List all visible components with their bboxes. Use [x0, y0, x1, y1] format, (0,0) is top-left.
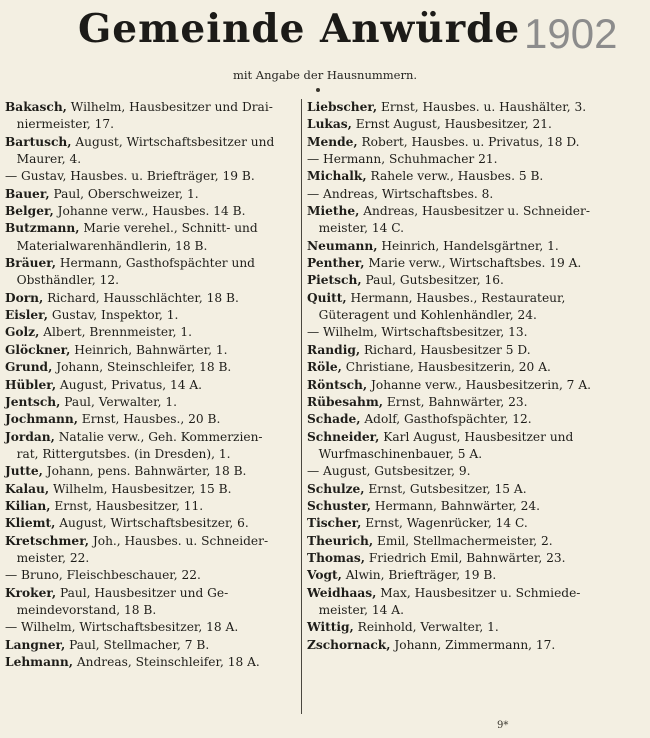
directory-entry	[5, 134, 297, 151]
resident-surname: Schneider,	[307, 429, 380, 444]
directory-entry	[5, 394, 297, 411]
resident-details: Ernst, Gutsbesitzer, 15 A.	[364, 481, 527, 496]
resident-details: Maurer, 4.	[5, 152, 82, 167]
resident-details: Wurfmaschinenbauer, 5 A.	[307, 446, 483, 461]
directory-entry	[307, 272, 607, 289]
resident-details: Max, Hausbesitzer u. Schmiede-	[376, 585, 581, 600]
directory-entry	[5, 481, 297, 498]
resident-surname: Dorn,	[5, 290, 44, 305]
resident-details: Alwin, Briefträger, 19 B.	[341, 568, 497, 583]
resident-details: Christiane, Hausbesitzerin, 20 A.	[341, 360, 551, 375]
resident-surname: Bauer,	[5, 186, 50, 201]
resident-details: meister, 14 C.	[307, 221, 405, 236]
resident-details: Marie verehel., Schnitt- und	[79, 221, 258, 236]
resident-surname: Kliemt,	[5, 516, 56, 531]
directory-entry	[5, 342, 297, 359]
resident-details: Johann, Steinschleifer, 18 B.	[52, 360, 232, 375]
directory-entry	[5, 324, 297, 341]
resident-surname: Vogt,	[307, 568, 342, 583]
resident-surname: Kilian,	[5, 498, 51, 513]
resident-details: Heinrich, Handelsgärtner, 1.	[377, 238, 559, 253]
directory-entry	[5, 637, 297, 654]
resident-details: Gustav, Inspektor, 1.	[47, 308, 179, 323]
directory-entry	[5, 446, 297, 463]
directory-entry	[307, 151, 607, 168]
directory-entry	[307, 134, 607, 151]
resident-details: August, Privatus, 14 A.	[56, 377, 203, 392]
resident-details: Johann, pens. Bahnwärter, 18 B.	[42, 464, 247, 479]
left-column	[5, 99, 297, 671]
resident-details: meindevorstand, 18 B.	[5, 602, 157, 617]
resident-surname: Butzmann,	[5, 221, 80, 236]
directory-entry	[307, 637, 607, 654]
directory-entry	[307, 481, 607, 498]
resident-details: Heinrich, Bahnwärter, 1.	[70, 342, 228, 357]
resident-details: Paul, Gutsbesitzer, 16.	[361, 273, 504, 288]
resident-details: Reinhold, Verwalter, 1.	[353, 620, 499, 635]
resident-surname: Weidhaas,	[307, 585, 377, 600]
resident-details: Ernst, Wagenrücker, 14 C.	[361, 516, 528, 531]
resident-surname: Bräuer,	[5, 256, 57, 271]
resident-surname: Bartusch,	[5, 134, 72, 149]
directory-entry	[5, 498, 297, 515]
directory-entry	[307, 585, 607, 602]
directory-entry	[307, 515, 607, 532]
directory-entry	[307, 220, 607, 237]
directory-entry	[5, 290, 297, 307]
resident-details: Joh., Hausbes. u. Schneider-	[88, 533, 269, 548]
directory-entry	[5, 307, 297, 324]
directory-entry	[307, 602, 607, 619]
directory-entry	[5, 411, 297, 428]
resident-surname: Quitt,	[307, 290, 347, 305]
directory-entry	[307, 290, 607, 307]
directory-entry	[307, 342, 607, 359]
resident-details: meister, 22.	[5, 550, 90, 565]
resident-details: Paul, Oberschweizer, 1.	[49, 186, 199, 201]
resident-details: — August, Gutsbesitzer, 9.	[307, 464, 471, 479]
resident-surname: Hübler,	[5, 377, 57, 392]
directory-entry	[5, 654, 297, 671]
resident-surname: Kroker,	[5, 585, 57, 600]
resident-details: meister, 14 A.	[307, 602, 404, 617]
resident-surname: Röntsch,	[307, 377, 368, 392]
directory-entry	[307, 307, 607, 324]
directory-entry	[307, 498, 607, 515]
resident-surname: Randig,	[307, 342, 361, 357]
resident-surname: Neumann,	[307, 238, 378, 253]
directory-entry	[5, 168, 297, 185]
directory-entry	[307, 168, 607, 185]
directory-entry	[5, 515, 297, 532]
resident-surname: Glöckner,	[5, 342, 71, 357]
resident-surname: Jutte,	[5, 464, 43, 479]
right-column	[307, 99, 607, 654]
resident-details: Johanne verw., Hausbesitzerin, 7 A.	[367, 377, 591, 392]
resident-surname: Kretschmer,	[5, 533, 89, 548]
resident-surname: Lukas,	[307, 117, 352, 132]
directory-entry	[5, 220, 297, 237]
resident-surname: Michalk,	[307, 169, 367, 184]
resident-surname: Tischer,	[307, 516, 362, 531]
resident-surname: Schade,	[307, 412, 361, 427]
resident-surname: Jentsch,	[5, 394, 61, 409]
resident-surname: Grund,	[5, 360, 53, 375]
directory-entry	[307, 567, 607, 584]
resident-details: Richard, Hausschlächter, 18 B.	[43, 290, 239, 305]
directory-entry	[5, 567, 297, 584]
resident-details: Wilhelm, Hausbesitzer, 15 B.	[49, 481, 232, 496]
resident-details: Ernst, Hausbes., 20 B.	[77, 412, 221, 427]
directory-entry	[307, 463, 607, 480]
resident-details: Ernst, Bahnwärter, 23.	[383, 394, 528, 409]
resident-details: — Gustav, Hausbes. u. Briefträger, 19 B.	[5, 169, 255, 184]
directory-entry	[307, 255, 607, 272]
resident-details: Friedrich Emil, Bahnwärter, 23.	[364, 550, 566, 565]
resident-details: Natalie verw., Geh. Kommerzien-	[54, 429, 263, 444]
resident-surname: Thomas,	[307, 550, 365, 565]
directory-entry	[307, 394, 607, 411]
resident-details: Paul, Verwalter, 1.	[60, 394, 177, 409]
directory-entry	[5, 359, 297, 376]
directory-entry	[307, 550, 607, 567]
directory-entry	[307, 533, 607, 550]
resident-details: Wilhelm, Hausbesitzer und Drai-	[66, 100, 273, 114]
directory-entry	[307, 238, 607, 255]
resident-details: Ernst, Hausbesitzer, 11.	[50, 498, 204, 513]
resident-details: Marie verw., Wirtschaftsbes. 19 A.	[364, 256, 582, 271]
directory-entry	[307, 446, 607, 463]
resident-surname: Wittig,	[307, 620, 354, 635]
directory-entry	[307, 359, 607, 376]
resident-surname: Zschornack,	[307, 637, 391, 652]
directory-entry	[5, 238, 297, 255]
page-subtitle: mit Angabe der Hausnummern.	[232, 68, 418, 82]
resident-details: Ernst August, Hausbesitzer, 21.	[351, 117, 552, 132]
resident-surname: Jordan,	[5, 429, 55, 444]
directory-entry	[5, 602, 297, 619]
resident-details: Paul, Hausbesitzer und Ge-	[56, 585, 229, 600]
directory-entry	[5, 429, 297, 446]
year-label: 1902	[524, 10, 618, 57]
resident-details: Hermann, Hausbes., Restaurateur,	[346, 290, 566, 305]
resident-surname: Kalau,	[5, 481, 50, 496]
resident-surname: Schulze,	[307, 481, 365, 496]
resident-details: Hermann, Gasthofspächter und	[56, 256, 255, 271]
resident-surname: Eisler,	[5, 308, 48, 323]
directory-entry	[307, 203, 607, 220]
resident-details: August, Wirtschaftsbesitzer, 6.	[55, 516, 249, 531]
resident-details: — Wilhelm, Wirtschaftsbesitzer, 13.	[307, 325, 528, 340]
resident-details: Robert, Hausbes. u. Privatus, 18 D.	[357, 134, 580, 149]
directory-entry	[307, 324, 607, 341]
directory-entry	[307, 619, 607, 636]
directory-entry	[5, 463, 297, 480]
resident-surname: Penther,	[307, 256, 365, 271]
resident-details: Rahele verw., Hausbes. 5 B.	[366, 169, 544, 184]
resident-details: Karl August, Hausbesitzer und	[379, 429, 574, 444]
directory-entry	[307, 429, 607, 446]
resident-details: Obsthändler, 12.	[5, 273, 120, 288]
ornament-dot	[316, 88, 320, 92]
resident-details: Richard, Hausbesitzer 5 D.	[360, 342, 531, 357]
directory-entry	[5, 550, 297, 567]
resident-details: — Hermann, Schuhmacher 21.	[307, 152, 498, 167]
resident-surname: Theurich,	[307, 533, 374, 548]
title-row	[0, 0, 650, 68]
resident-details: Güteragent und Kohlenhändler, 24.	[307, 308, 537, 323]
page-title: Gemeinde Anwürde	[78, 6, 521, 52]
directory-entry	[5, 255, 297, 272]
resident-details: Andreas, Steinschleifer, 18 A.	[72, 655, 260, 669]
directory-entry	[307, 411, 607, 428]
resident-surname: Langner,	[5, 637, 66, 652]
resident-surname: Lehmann,	[5, 655, 73, 669]
directory-entry	[5, 151, 297, 168]
resident-surname: Pietsch,	[307, 273, 362, 288]
directory-entry	[5, 619, 297, 636]
resident-details: — Wilhelm, Wirtschaftsbesitzer, 18 A.	[5, 620, 239, 635]
page-mark: 9*	[497, 720, 509, 731]
directory-entry	[5, 377, 297, 394]
resident-details: niermeister, 17.	[5, 117, 115, 132]
resident-surname: Liebscher,	[307, 100, 378, 114]
resident-surname: Rübesahm,	[307, 394, 384, 409]
resident-details: Johanne verw., Hausbes. 14 B.	[53, 204, 246, 219]
resident-details: Andreas, Hausbesitzer u. Schneider-	[359, 204, 590, 219]
resident-details: Johann, Zimmermann, 17.	[390, 637, 556, 652]
directory-entry	[5, 99, 297, 116]
resident-surname: Belger,	[5, 204, 54, 219]
directory-entry	[307, 377, 607, 394]
resident-details: — Bruno, Fleischbeschauer, 22.	[5, 568, 201, 583]
resident-details: Ernst, Hausbes. u. Haushälter, 3.	[377, 100, 587, 114]
resident-details: — Andreas, Wirtschaftsbes. 8.	[307, 186, 494, 201]
resident-surname: Schuster,	[307, 498, 371, 513]
directory-entry	[5, 585, 297, 602]
resident-details: rat, Rittergutsbes. (in Dresden), 1.	[5, 446, 231, 461]
column-divider	[301, 99, 302, 714]
resident-details: Adolf, Gasthofspächter, 12.	[360, 412, 532, 427]
directory-entry	[5, 203, 297, 220]
resident-details: Albert, Brennmeister, 1.	[39, 325, 192, 340]
resident-details: Materialwarenhändlerin, 18 B.	[5, 238, 208, 253]
resident-surname: Golz,	[5, 325, 40, 340]
resident-details: Emil, Stellmachermeister, 2.	[373, 533, 553, 548]
resident-surname: Jochmann,	[5, 412, 78, 427]
resident-surname: Mende,	[307, 134, 358, 149]
resident-surname: Röle,	[307, 360, 342, 375]
directory-entry	[5, 186, 297, 203]
directory-entry	[307, 186, 607, 203]
resident-details: August, Wirtschaftsbesitzer und	[71, 134, 275, 149]
resident-surname: Bakasch,	[5, 100, 67, 114]
resident-details: Hermann, Bahnwärter, 24.	[370, 498, 540, 513]
directory-entry	[307, 99, 607, 116]
directory-entry	[307, 116, 607, 133]
resident-details: Paul, Stellmacher, 7 B.	[65, 637, 210, 652]
directory-entry	[5, 272, 297, 289]
resident-surname: Miethe,	[307, 204, 360, 219]
directory-entry	[5, 116, 297, 133]
directory-entry	[5, 533, 297, 550]
